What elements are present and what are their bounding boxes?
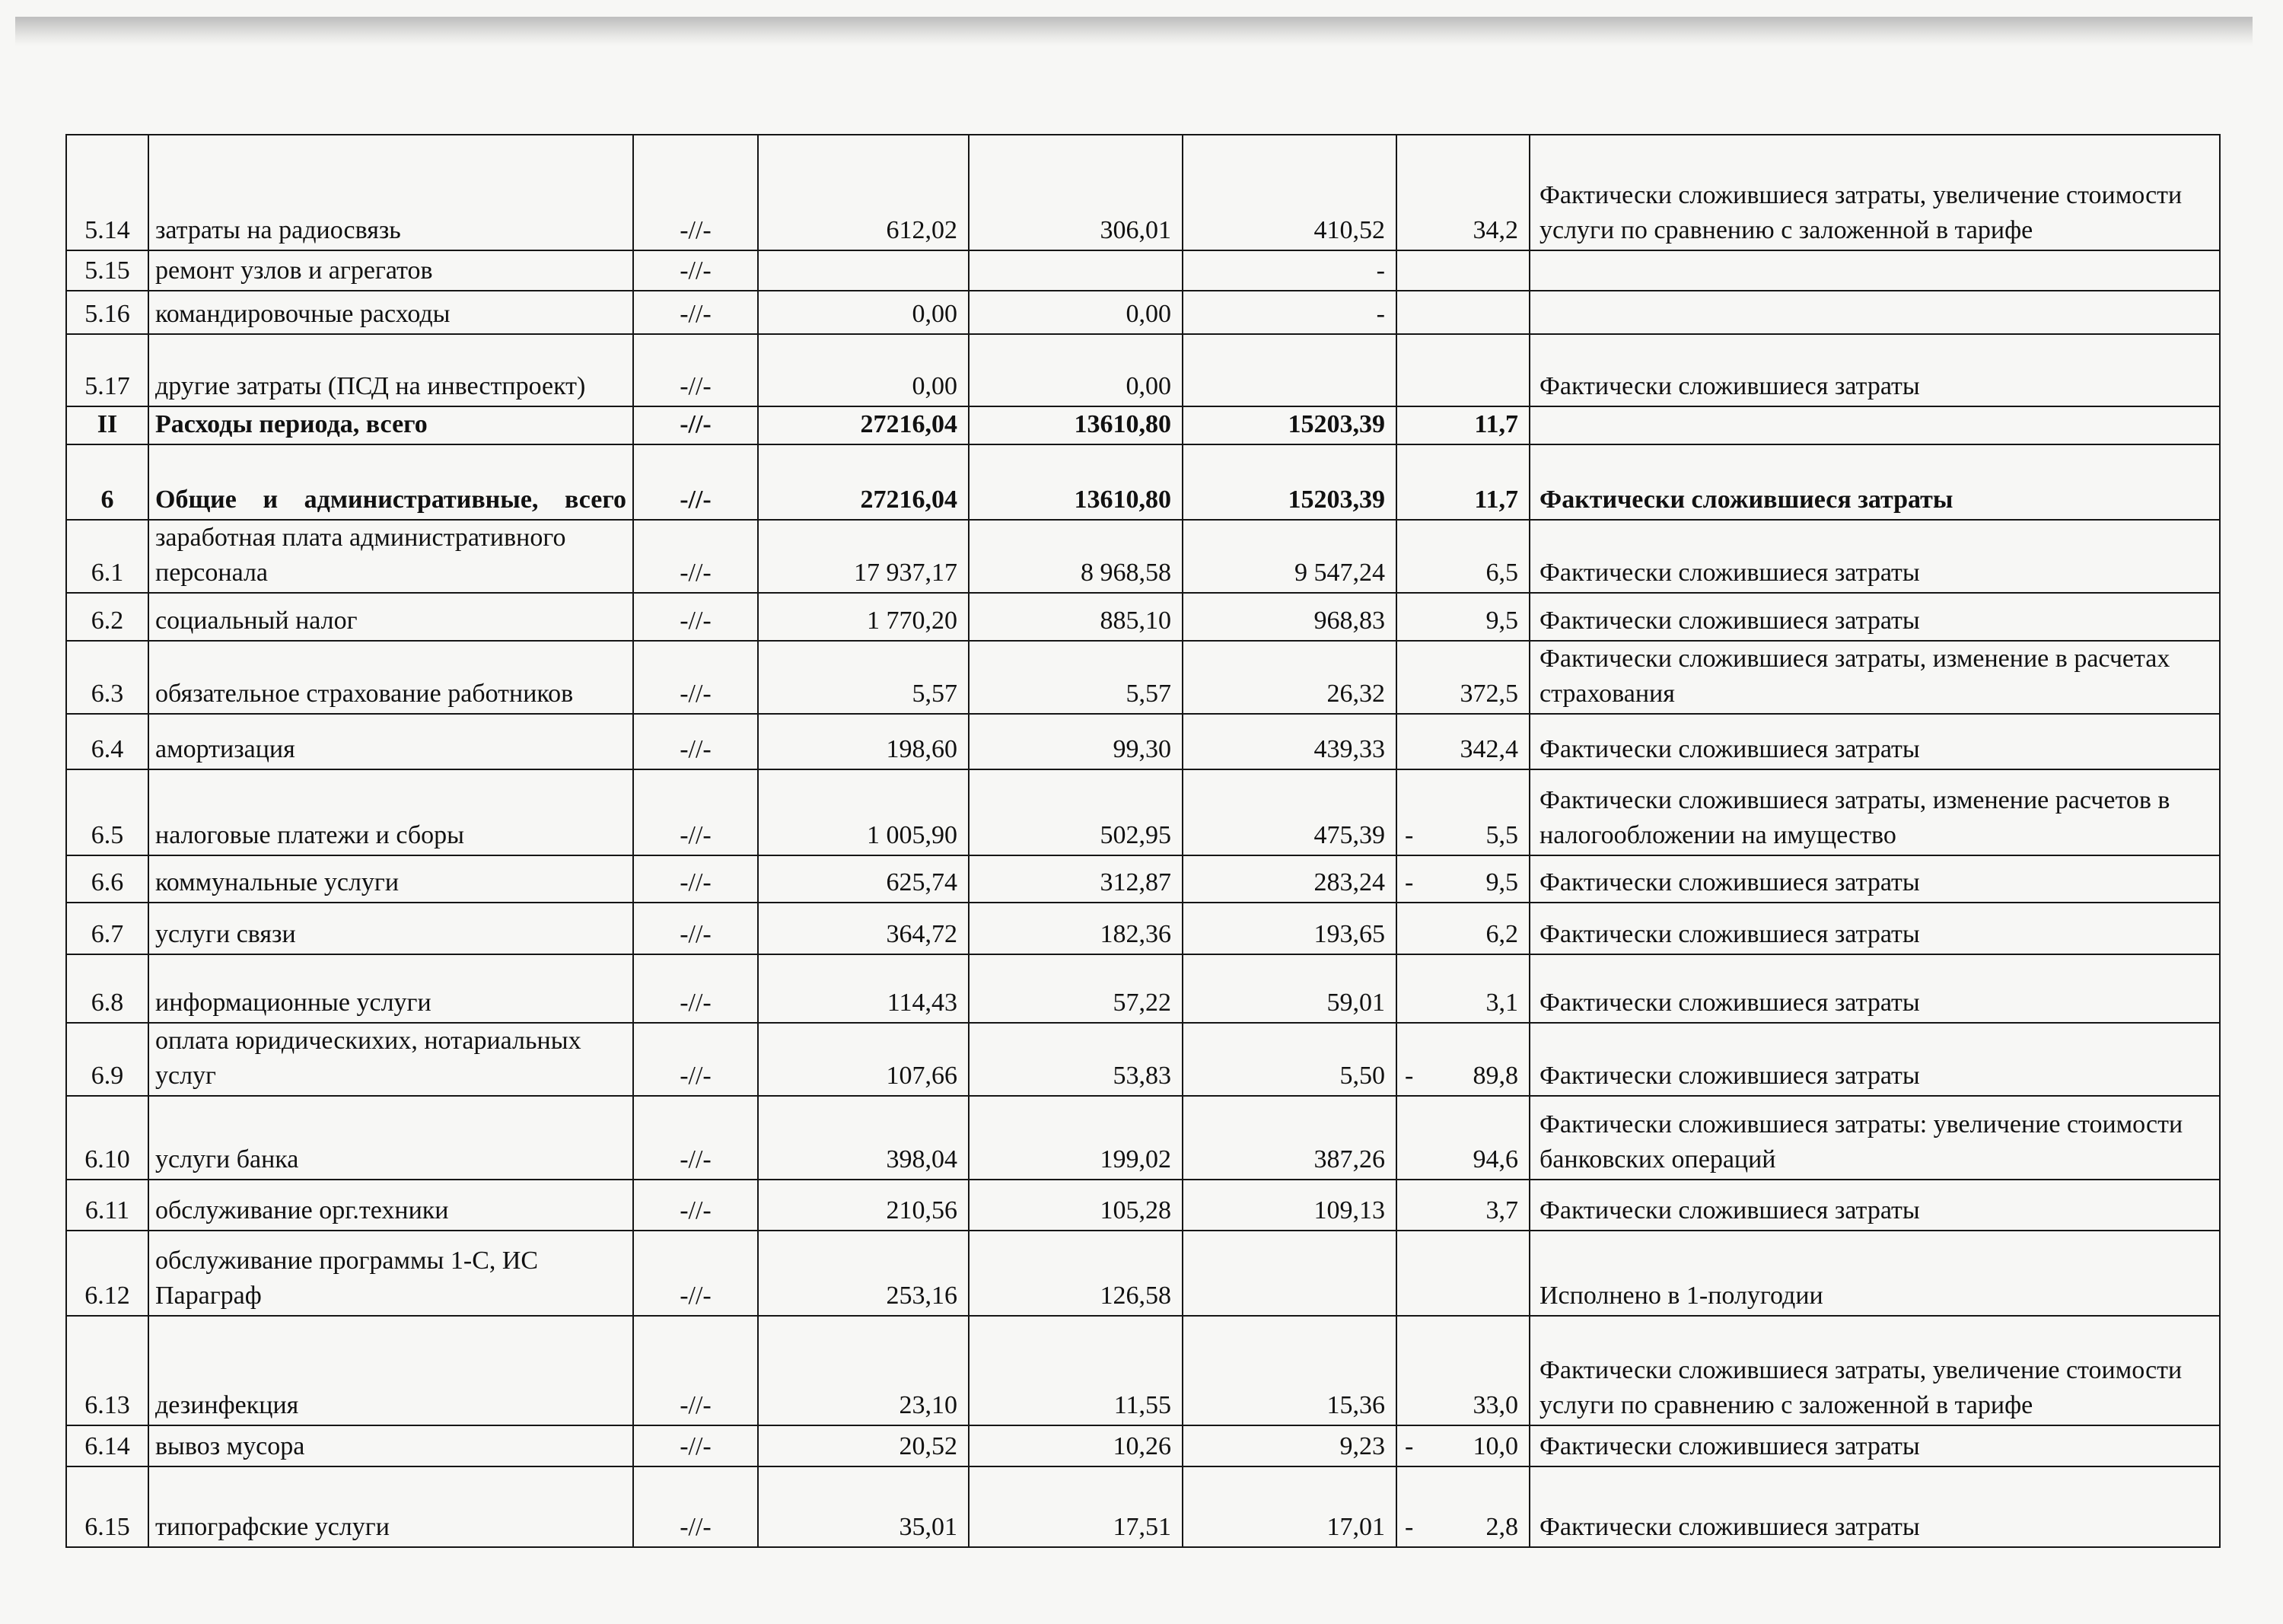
minus-sign [1403,213,1405,248]
row-number: 6.8 [66,954,148,1023]
table-row [66,1316,2220,1425]
minus-sign [1403,1193,1405,1228]
minus-sign: - [1405,1513,1414,1541]
table-row [66,954,2220,1023]
note-cell: Фактически сложившиеся затраты [1530,593,2220,641]
percent-cell [1396,1023,1530,1096]
percent-value: 2,8 [1485,1513,1518,1541]
unit-cell: -//- [633,1466,758,1547]
table-row [66,1023,2220,1096]
value-col-2: 0,00 [969,291,1183,334]
value-col-1: 20,52 [758,1425,969,1466]
percent-value: 6,2 [1485,920,1518,948]
value-col-2: 306,01 [969,135,1183,250]
unit-cell: -//- [633,1180,758,1231]
item-name: услуги банка [148,1096,633,1180]
minus-sign [1403,482,1405,517]
value-col-1: 253,16 [758,1231,969,1316]
table-row [66,444,2220,520]
value-col-1: 23,10 [758,1316,969,1425]
row-number: 6.6 [66,855,148,903]
percent-cell [1396,520,1530,593]
table-row [66,1231,2220,1316]
row-number: 5.14 [66,135,148,250]
item-name: Расходы периода, всего [148,406,633,444]
percent-cell [1396,1466,1530,1547]
row-number: 6.11 [66,1180,148,1231]
row-number: 6.5 [66,769,148,855]
item-name: обслуживание программы 1-С, ИС Параграф [148,1231,633,1316]
percent-cell [1396,903,1530,954]
value-col-2: 199,02 [969,1096,1183,1180]
item-name: другие затраты (ПСД на инвестпроект) [148,334,633,406]
percent-value: 6,5 [1485,559,1518,587]
value-col-1: 1 770,20 [758,593,969,641]
percent-cell [1396,406,1530,444]
note-cell: Фактически сложившиеся затраты, изменение в расчетах страхования [1530,641,2220,714]
note-cell: Фактически сложившиеся затраты [1530,520,2220,593]
row-number: 6.13 [66,1316,148,1425]
minus-sign [1403,1388,1405,1423]
row-number: 6.10 [66,1096,148,1180]
table-row [66,520,2220,593]
note-cell: Фактически сложившиеся затраты [1530,1425,2220,1466]
value-col-2: 885,10 [969,593,1183,641]
value-col-3: 387,26 [1183,1096,1396,1180]
percent-value: 94,6 [1473,1145,1518,1173]
unit-cell: -//- [633,641,758,714]
value-col-2: 105,28 [969,1180,1183,1231]
percent-value: 342,4 [1460,735,1518,763]
row-number: 6 [66,444,148,520]
minus-sign: - [1405,821,1414,849]
unit-cell: -//- [633,1023,758,1096]
table-row [66,641,2220,714]
value-col-2: 312,87 [969,855,1183,903]
percent-cell [1396,593,1530,641]
value-col-1: 198,60 [758,714,969,769]
table-row [66,135,2220,250]
percent-value: 5,5 [1485,821,1518,849]
table-row [66,291,2220,334]
value-col-1 [758,250,969,291]
value-col-2: 10,26 [969,1425,1183,1466]
value-col-3: 26,32 [1183,641,1396,714]
percent-cell [1396,135,1530,250]
value-col-3: - [1183,291,1396,334]
value-col-3: 475,39 [1183,769,1396,855]
minus-sign [1403,603,1405,638]
row-number: 6.7 [66,903,148,954]
unit-cell: -//- [633,250,758,291]
item-name: обязательное страхование работников [148,641,633,714]
value-col-3 [1183,1231,1396,1316]
percent-value: 11,7 [1474,410,1518,438]
value-col-1: 0,00 [758,291,969,334]
note-cell: Фактически сложившиеся затраты [1530,954,2220,1023]
value-col-1: 625,74 [758,855,969,903]
value-col-1: 114,43 [758,954,969,1023]
note-cell: Фактически сложившиеся затраты, увеличение стоимости услуги по сравнению с заложенной в тарифе [1530,135,2220,250]
table-body [66,135,2220,1547]
item-name: дезинфекция [148,1316,633,1425]
value-col-3: 410,52 [1183,135,1396,250]
value-col-1: 27216,04 [758,406,969,444]
item-name: коммунальные услуги [148,855,633,903]
row-number: 5.17 [66,334,148,406]
unit-cell: -//- [633,855,758,903]
value-col-1: 1 005,90 [758,769,969,855]
percent-cell [1396,1096,1530,1180]
minus-sign: - [1405,1432,1414,1460]
row-number: 6.4 [66,714,148,769]
table-row [66,1096,2220,1180]
value-col-2: 13610,80 [969,444,1183,520]
row-number: II [66,406,148,444]
percent-cell [1396,954,1530,1023]
value-col-2: 8 968,58 [969,520,1183,593]
percent-value: 10,0 [1473,1432,1518,1460]
value-col-3: 283,24 [1183,855,1396,903]
minus-sign [1403,732,1405,767]
table-row [66,406,2220,444]
row-number: 6.12 [66,1231,148,1316]
unit-cell: -//- [633,769,758,855]
value-col-1: 612,02 [758,135,969,250]
value-col-3: 15,36 [1183,1316,1396,1425]
value-col-3 [1183,334,1396,406]
minus-sign [1403,677,1405,712]
note-cell: Фактически сложившиеся затраты [1530,903,2220,954]
row-number: 6.15 [66,1466,148,1547]
unit-cell: -//- [633,714,758,769]
note-cell: Исполнено в 1-полугодии [1530,1231,2220,1316]
note-cell: Фактически сложившиеся затраты [1530,1466,2220,1547]
table-row [66,1425,2220,1466]
item-name: типографские услуги [148,1466,633,1547]
row-number: 5.15 [66,250,148,291]
percent-cell [1396,1231,1530,1316]
value-col-3: 109,13 [1183,1180,1396,1231]
value-col-2: 13610,80 [969,406,1183,444]
percent-value: 11,7 [1474,486,1518,514]
value-col-2: 53,83 [969,1023,1183,1096]
table-row [66,714,2220,769]
row-number: 6.1 [66,520,148,593]
note-cell [1530,250,2220,291]
note-cell: Фактически сложившиеся затраты [1530,1023,2220,1096]
value-col-3: 9 547,24 [1183,520,1396,593]
value-col-3: 15203,39 [1183,444,1396,520]
item-name: вывоз мусора [148,1425,633,1466]
percent-value: 3,1 [1485,989,1518,1017]
note-cell [1530,406,2220,444]
value-col-1: 35,01 [758,1466,969,1547]
value-col-2: 0,00 [969,334,1183,406]
row-number: 6.14 [66,1425,148,1466]
value-col-2: 11,55 [969,1316,1183,1425]
value-col-3: - [1183,250,1396,291]
percent-value: 34,2 [1473,216,1518,244]
minus-sign [1403,556,1405,591]
percent-cell [1396,855,1530,903]
item-name: оплата юридическихих, нотариальных услуг [148,1023,633,1096]
percent-cell [1396,641,1530,714]
table-row [66,593,2220,641]
unit-cell: -//- [633,593,758,641]
table-row [66,903,2220,954]
value-col-1: 398,04 [758,1096,969,1180]
row-number: 6.3 [66,641,148,714]
value-col-2 [969,250,1183,291]
percent-cell [1396,291,1530,334]
table-row [66,1180,2220,1231]
value-col-1: 210,56 [758,1180,969,1231]
value-col-3: 439,33 [1183,714,1396,769]
percent-cell [1396,1425,1530,1466]
percent-cell [1396,444,1530,520]
percent-cell [1396,769,1530,855]
item-name: обслуживание орг.техники [148,1180,633,1231]
table-row [66,769,2220,855]
value-col-1: 17 937,17 [758,520,969,593]
percent-cell [1396,1316,1530,1425]
item-name: ремонт узлов и агрегатов [148,250,633,291]
note-cell: Фактически сложившиеся затраты, изменение расчетов в налогообложении на имущество [1530,769,2220,855]
unit-cell: -//- [633,291,758,334]
unit-cell: -//- [633,1425,758,1466]
value-col-1: 364,72 [758,903,969,954]
unit-cell: -//- [633,444,758,520]
minus-sign [1403,986,1405,1021]
value-col-2: 17,51 [969,1466,1183,1547]
value-col-1: 5,57 [758,641,969,714]
scan-edge-shadow [15,17,2253,46]
minus-sign: - [1405,868,1414,896]
note-cell: Фактически сложившиеся затраты [1530,1180,2220,1231]
percent-cell [1396,1180,1530,1231]
value-col-3: 968,83 [1183,593,1396,641]
item-name: командировочные расходы [148,291,633,334]
item-name: амортизация [148,714,633,769]
table-row [66,334,2220,406]
table-row [66,855,2220,903]
percent-value: 9,5 [1485,607,1518,635]
unit-cell: -//- [633,406,758,444]
unit-cell: -//- [633,954,758,1023]
minus-sign [1403,1142,1405,1177]
note-cell: Фактически сложившиеся затраты: увеличение стоимости банковских операций [1530,1096,2220,1180]
unit-cell: -//- [633,520,758,593]
row-number: 6.9 [66,1023,148,1096]
row-number: 5.16 [66,291,148,334]
note-cell: Фактически сложившиеся затраты, увеличение стоимости услуги по сравнению с заложенной в тарифе [1530,1316,2220,1425]
percent-value: 9,5 [1485,868,1518,896]
value-col-2: 57,22 [969,954,1183,1023]
item-name: информационные услуги [148,954,633,1023]
unit-cell: -//- [633,1316,758,1425]
value-col-2: 182,36 [969,903,1183,954]
value-col-2: 99,30 [969,714,1183,769]
percent-cell [1396,714,1530,769]
value-col-3: 193,65 [1183,903,1396,954]
minus-sign [1403,407,1405,442]
item-name: заработная плата административного персонала [148,520,633,593]
note-cell: Фактически сложившиеся затраты [1530,444,2220,520]
unit-cell: -//- [633,334,758,406]
item-name: услуги связи [148,903,633,954]
unit-cell: -//- [633,135,758,250]
expense-table [65,134,2221,1548]
row-number: 6.2 [66,593,148,641]
unit-cell: -//- [633,1096,758,1180]
minus-sign: - [1405,1062,1414,1090]
value-col-2: 126,58 [969,1231,1183,1316]
item-name: затраты на радиосвязь [148,135,633,250]
percent-value: 372,5 [1460,680,1518,708]
percent-value: 89,8 [1473,1062,1518,1090]
percent-value: 3,7 [1485,1196,1518,1224]
table-row [66,1466,2220,1547]
value-col-3: 15203,39 [1183,406,1396,444]
unit-cell: -//- [633,903,758,954]
note-cell [1530,291,2220,334]
note-cell: Фактически сложившиеся затраты [1530,334,2220,406]
value-col-1: 0,00 [758,334,969,406]
value-col-2: 502,95 [969,769,1183,855]
value-col-1: 27216,04 [758,444,969,520]
item-name: налоговые платежи и сборы [148,769,633,855]
unit-cell: -//- [633,1231,758,1316]
value-col-3: 17,01 [1183,1466,1396,1547]
value-col-3: 59,01 [1183,954,1396,1023]
value-col-3: 9,23 [1183,1425,1396,1466]
minus-sign [1403,917,1405,952]
percent-cell [1396,250,1530,291]
percent-cell [1396,334,1530,406]
note-cell: Фактически сложившиеся затраты [1530,855,2220,903]
item-name: социальный налог [148,593,633,641]
percent-value: 33,0 [1473,1391,1518,1419]
note-cell: Фактически сложившиеся затраты [1530,714,2220,769]
value-col-1: 107,66 [758,1023,969,1096]
value-col-2: 5,57 [969,641,1183,714]
item-name: Общие и административные, всего [148,444,633,520]
value-col-3: 5,50 [1183,1023,1396,1096]
table-row [66,250,2220,291]
